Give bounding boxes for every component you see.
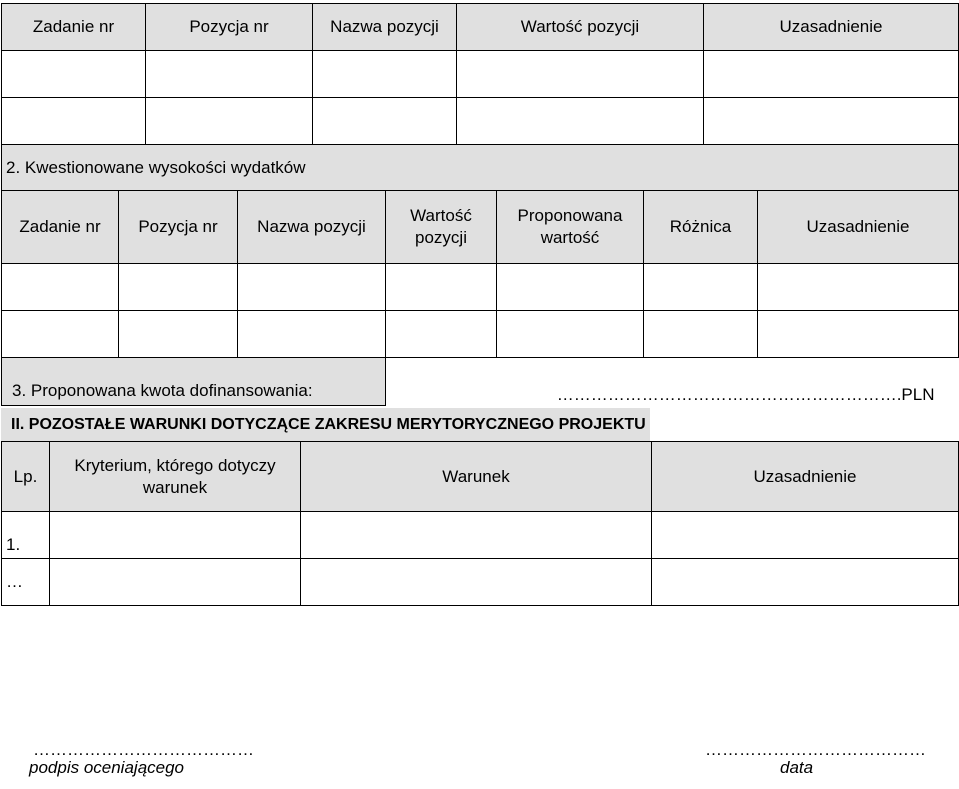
table-cell[interactable] [386,264,497,311]
table-cell[interactable] [2,311,119,358]
table-row [2,51,959,98]
col-header-position-name: Nazwa pozycji [238,191,386,264]
section-2-title: 2. Kwestionowane wysokości wydatków [2,145,959,191]
row-number: … [2,559,50,606]
table-cell[interactable] [457,51,704,98]
table-cell[interactable] [386,311,497,358]
signature-date [705,740,926,778]
table-cell[interactable] [758,264,959,311]
col-header-position-nr: Pozycja nr [119,191,238,264]
col-header-proposed-value: Proponowana wartość [497,191,644,264]
table-cell[interactable] [758,311,959,358]
table-disputed-expenses [1,190,959,406]
table-cell[interactable] [652,512,959,559]
table-row [2,512,959,559]
table-cell[interactable] [238,264,386,311]
section-II-title: II. POZOSTAŁE WARUNKI DOTYCZĄCE ZAKRESU MERYTORYCZNEGO PROJEKTU [1,408,650,441]
signature-date-label: data [780,758,814,777]
table-cell[interactable] [652,559,959,606]
table-cell[interactable] [313,98,457,145]
row-number: 1. [2,512,50,559]
col-header-position-value: Wartość pozycji [457,4,704,51]
table-row [2,311,959,358]
table-cell[interactable] [2,264,119,311]
table-cell[interactable] [2,51,146,98]
col-header-position-name: Nazwa pozycji [313,4,457,51]
table-cell[interactable] [50,512,301,559]
table-cell[interactable] [50,559,301,606]
proposed-amount-value[interactable]: …………………………………………………….PLN [386,358,959,406]
table-cell[interactable] [497,264,644,311]
col-header-position-nr: Pozycja nr [146,4,313,51]
table-cell[interactable] [146,51,313,98]
table-cell[interactable] [119,264,238,311]
table-row [2,264,959,311]
table-cell[interactable] [497,311,644,358]
col-header-task-nr: Zadanie nr [2,191,119,264]
col-header-condition: Warunek [301,442,652,512]
table-cell[interactable] [644,311,758,358]
table-row [2,98,959,145]
table-positions [1,3,959,191]
col-header-justification: Uzasadnienie [652,442,959,512]
table-cell[interactable] [704,98,959,145]
col-header-task-nr: Zadanie nr [2,4,146,51]
proposed-amount-label: 3. Proponowana kwota dofinansowania: [2,358,386,406]
table-cell[interactable] [704,51,959,98]
col-header-lp: Lp. [2,442,50,512]
col-header-justification: Uzasadnienie [704,4,959,51]
table-cell[interactable] [119,311,238,358]
signature-date-line[interactable]: ………………………………… [705,740,926,759]
table-cell[interactable] [457,98,704,145]
col-header-criterion: Kryterium, którego dotyczy warunek [50,442,301,512]
table-row [2,559,959,606]
col-header-justification: Uzasadnienie [758,191,959,264]
table-cell[interactable] [146,98,313,145]
table-conditions [1,441,959,606]
table-cell[interactable] [313,51,457,98]
table-cell[interactable] [644,264,758,311]
section-II-bar [1,408,958,442]
col-header-position-value: Wartość pozycji [386,191,497,264]
col-header-difference: Różnica [644,191,758,264]
table-cell[interactable] [301,559,652,606]
signature-evaluator [29,742,254,778]
table-cell[interactable] [301,512,652,559]
signature-evaluator-line[interactable]: ………………………………… [33,740,254,759]
table-cell[interactable] [238,311,386,358]
signature-evaluator-label: podpis oceniającego [29,758,185,777]
table-cell[interactable] [2,98,146,145]
